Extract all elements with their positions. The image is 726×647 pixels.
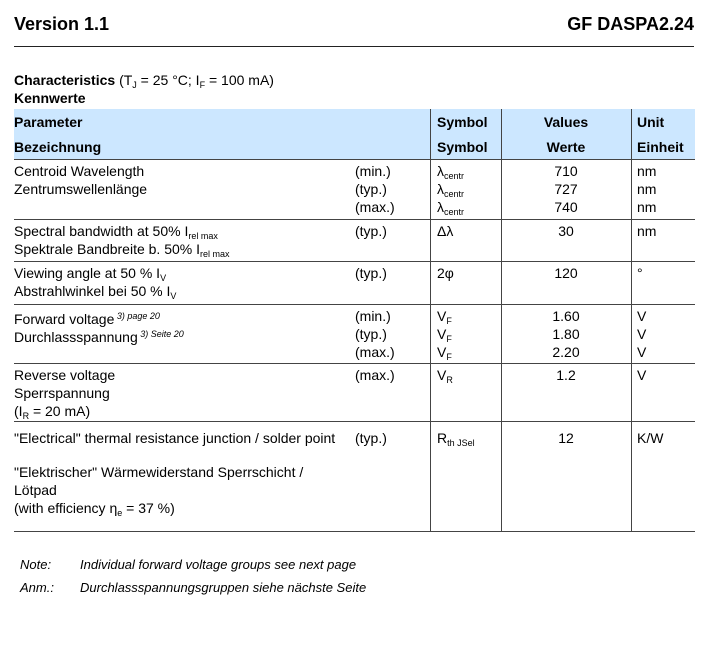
forward-unit-min: V (637, 308, 647, 324)
forward-unit-typ: V (637, 326, 647, 342)
thermal-unit: K/W (637, 430, 664, 446)
thermal-cond: (typ.) (355, 430, 387, 446)
header-values: Values (543, 114, 589, 130)
thermal-symbol (437, 429, 475, 452)
wavelength-cond-max: (max.) (355, 199, 395, 215)
header-bezeichnung: Bezeichnung (14, 139, 102, 155)
reverse-symbol (437, 366, 453, 389)
vrule-symbol (430, 109, 431, 532)
sym-lambda: λ (437, 163, 444, 179)
cond-sub-j: J (132, 80, 137, 90)
viewing-symbol: 2φ (437, 265, 454, 281)
cond-sub-f: F (199, 80, 206, 90)
bandwidth-de-sub: rel max (200, 249, 230, 259)
note-label: Note: (20, 557, 52, 572)
header-unit: Unit (637, 114, 665, 130)
sym-sub-centr: centr (444, 207, 465, 217)
forward-unit-max: V (637, 344, 647, 360)
forward-de-note: 3) Seite 20 (137, 329, 184, 339)
forward-de-text: Durchlassspannung (14, 329, 138, 345)
wavelength-unit-min: nm (637, 163, 657, 179)
sym-r: R (437, 430, 448, 446)
sym-sub-f: F (446, 352, 452, 362)
section-subtitle: Kennwerte (14, 90, 86, 106)
sym-lambda: λ (437, 199, 444, 215)
viewing-de-sub: V (170, 291, 177, 301)
sym-sub-centr: centr (444, 189, 465, 199)
rule-6 (14, 421, 695, 422)
wavelength-value-min: 710 (554, 163, 578, 179)
forward-de (14, 325, 184, 346)
viewing-cond: (typ.) (355, 265, 387, 281)
cond-end: = 100 mA) (205, 72, 274, 88)
bandwidth-cond: (typ.) (355, 223, 387, 239)
sym-sub-f: F (446, 316, 452, 326)
bandwidth-unit: nm (637, 223, 657, 239)
document-version: Version 1.1 (14, 14, 110, 34)
vrule-unit (631, 109, 632, 532)
sym-sub-f: F (446, 334, 452, 344)
eff-a: (with efficiency η (14, 500, 118, 516)
wavelength-value-typ: 727 (554, 181, 578, 197)
thermal-en: "Electrical" thermal resistance junction / solder point (14, 430, 336, 446)
forward-value-min: 1.60 (552, 308, 580, 324)
reverse-unit: V (637, 367, 647, 383)
reverse-en: Reverse voltage (14, 367, 116, 383)
bandwidth-en-sub: rel max (188, 231, 218, 241)
header-symbol-de: Symbol (437, 139, 488, 155)
header-einheit: Einheit (637, 139, 684, 155)
section-title-bold: Characteristics (14, 72, 116, 88)
bandwidth-de-text: Spektrale Bandbreite b. 50% I (14, 241, 201, 257)
eff-b: = 37 %) (122, 500, 175, 516)
viewing-de-text: Abstrahlwinkel bei 50 % I (14, 283, 171, 299)
eff-sub: e (117, 508, 123, 518)
cond-mid: = 25 °C; I (136, 72, 200, 88)
viewing-en-sub: V (160, 273, 167, 283)
sym-v: V (437, 344, 447, 360)
reverse-de: Sperrspannung (14, 385, 110, 401)
sym-v: V (437, 308, 447, 324)
header-rule (14, 46, 694, 47)
wavelength-cond-typ: (typ.) (355, 181, 387, 197)
sym-sub-r: R (446, 375, 453, 385)
forward-cond-typ: (typ.) (355, 326, 387, 342)
rule-5 (14, 363, 695, 364)
cond-a: (T (119, 72, 133, 88)
note-text: Individual forward voltage groups see next page (80, 557, 357, 572)
forward-cond-max: (max.) (355, 344, 395, 360)
reverse-cond-b: = 20 mA) (29, 403, 91, 419)
thermal-de-1: "Elektrischer" Wärmewiderstand Sperrschicht / (14, 464, 304, 480)
sym-v: V (437, 367, 447, 383)
sym-sub-thjsel: th JSel (447, 438, 475, 448)
bandwidth-de (14, 240, 230, 263)
thermal-value: 12 (558, 430, 574, 446)
sym-sub-centr: centr (444, 171, 465, 181)
section-title (14, 72, 274, 90)
wavelength-value-max: 740 (554, 199, 578, 215)
thermal-de-2: Lötpad (14, 482, 57, 498)
forward-value-max: 2.20 (552, 344, 580, 360)
wavelength-cond-min: (min.) (355, 163, 391, 179)
thermal-efficiency (14, 499, 175, 522)
reverse-condition (14, 402, 90, 425)
viewing-de (14, 282, 176, 305)
header-parameter: Parameter (14, 114, 83, 130)
rule-7 (14, 531, 695, 532)
anm-text: Durchlassspannungsgruppen siehe nächste Seite (80, 580, 367, 595)
wavelength-unit-typ: nm (637, 181, 657, 197)
wavelength-unit-max: nm (637, 199, 657, 215)
bandwidth-en-text: Spectral bandwidth at 50% I (14, 223, 189, 239)
reverse-cond-a: (I (14, 403, 23, 419)
viewing-en-text: Viewing angle at 50 % I (14, 265, 161, 281)
forward-en-note: 3) page 20 (114, 311, 160, 321)
part-number: GF DASPA2.24 (567, 14, 694, 34)
forward-en-text: Forward voltage (14, 311, 115, 327)
wavelength-symbol-max (437, 198, 464, 221)
anm-label: Anm.: (20, 580, 54, 595)
bandwidth-value: 30 (558, 223, 574, 239)
rule-2 (14, 219, 695, 220)
header-symbol: Symbol (437, 114, 488, 130)
forward-value-typ: 1.80 (552, 326, 580, 342)
reverse-cond-sub: R (22, 411, 30, 421)
header-werte: Werte (546, 139, 586, 155)
forward-cond-min: (min.) (355, 308, 391, 324)
rule-1 (14, 159, 695, 160)
reverse-value: 1.2 (556, 367, 576, 383)
wavelength-en: Centroid Wavelength (14, 163, 145, 179)
viewing-value: 120 (554, 265, 578, 281)
wavelength-de: Zentrumswellenlänge (14, 181, 148, 197)
sym-lambda: λ (437, 181, 444, 197)
reverse-cond: (max.) (355, 367, 395, 383)
forward-symbol-max (437, 343, 452, 366)
viewing-unit: ° (637, 265, 643, 281)
bandwidth-symbol: Δλ (437, 223, 454, 239)
sym-v: V (437, 326, 447, 342)
